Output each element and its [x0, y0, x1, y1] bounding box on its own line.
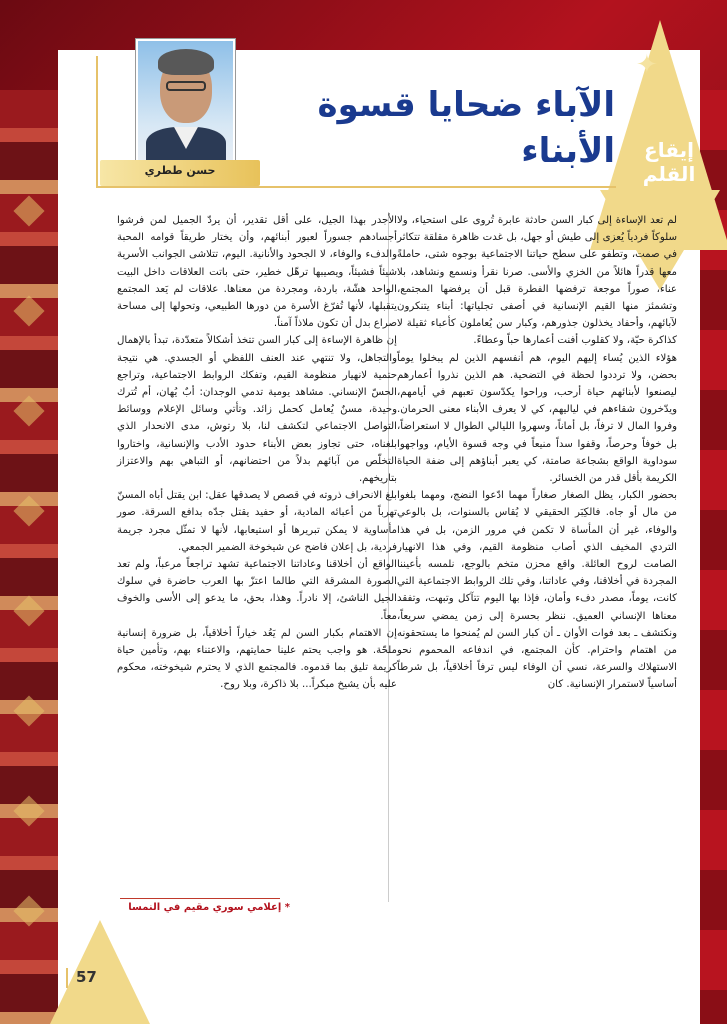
- frame-line: [96, 56, 98, 188]
- page-number: 57: [76, 968, 97, 986]
- article-column-right: [397, 212, 677, 694]
- paragraph: الواقع أن أخلاقنا وعاداتنا الاجتماعية تشهد تراجعاً مرعباً، ولم تعد الصورة المشرقة التي طالما اعتزّ بها العرب حاضرة في سلوك الجيل الناشئ، إلا نادراً. وهذا، بحق، ما يدعو إلى الأسى والخوف معاً.: [117, 559, 397, 622]
- diamond-ornament: [13, 895, 44, 926]
- diamond-ornament: [13, 695, 44, 726]
- paragraph: بحضور الكبار، يظل الصغار صغاراً مهما ادّعوا النضج، ومهما بلغوا من مال أو جاه. فالكِبَر الحقيقي لا يُقاس بالسنوات، بل بالوعي والوفاء، غير أن المأساة لا تكمن في مرور الزمن، بل في هذا التردي المخيف الذي أصاب منظومة القيم، وفي هذا الانهيار الصامت لروح العائلة. واقع محزن متخم بالوجع، نلمسه بأعيننا المجردة في أخلاقنا، وفي عاداتنا، وفي تلك الروابط الاجتماعية التي كانت، يوماً، مصدر دفء وأمان، فإذا بها اليوم تتآكل وتبهت، وتفقد معناها الإنساني العميق. ننظر بحسرة إلى زمن يمضي سريعاً، ونكتشف ـ بعد فوات الأوان ـ أن كبار السن لم يُمنحوا ما يستحقونه من اهتمام واحترام. كأن المجتمع، في اندفاعه المحموم نحو الاستهلاك والسرعة، نسي أن الوفاء ليس ترفاً أخلاقياً، بل شرطاً أساسياً لاستمرار الإنسانية. كان: [397, 490, 677, 691]
- paragraph: بلغ الانحراف ذروته في قصص لا يصدقها عقل: ابن يقتل أباه المسنّ تهرباً من أعبائه المادية، أو حفيد يقتل جدّه بدافع السرقة. صور مأساوية لا يمكن تبريرها أو استيعابها، لأنها لا تمثّل مجرد جريمة فردية، بل إعلان فاضح عن شيخوخة الضمير الجمعي.: [117, 490, 397, 553]
- footnote-rule: [120, 898, 280, 899]
- paragraph: الأجدر بهذا الجيل، على أقل تقدير، أن يردّ الجميل لمن فرشوا أجسادهم جسوراً لعبور أبنائهم، وأن يختار طريقاً قوامه المحبة والدفء والوفاء، لا الجحود والأنانية. اليوم، تتلاشى الجوانب الأسرية شيئاً فشيئاً، ويصيبها ترهّل خطير، حتى باتت العلاقات داخل البيت الواحد هشّة، باردة، ومجردة من معناها. علاقات لم يَعد المجتمع يتقبلها، لأنها تُفرّغ الأسرة من دورها الطبيعي، وتحولها إلى مساحة صراع بدل أن تكون ملاذاً آمناً.: [117, 215, 397, 330]
- diamond-ornament: [13, 295, 44, 326]
- paragraph: لم تعد الإساءة إلى كبار السن حادثة عابرة تُروى على استحياء، ولا سلوكاً فردياً يُعزى إلى طيش أو جهل، بل غدت ظاهرة مقلقة تتكاثر في صمت، وتطفو على سطح حياتنا الاجتماعية بوجوه شتى، حاملةً معها قدراً هائلاً من الخزي والأسى. صرنا نقرأ ونسمع ونشاهد، بلا عناء، صوراً موجعة ترفضها الفطرة قبل أن يرفضها المجتمع، وتشمئز منها القيم الإنسانية في أصفى تجلياتها: أبناء يتنكرون لآبائهم، وأحفاد يخذلون جذورهم، وكبار سن يُعاملون كأعباء ثقيلة لا كذاكرة حيّة، ولا كقلوب أفنت أعمارها حباً وعطاءً.: [397, 215, 677, 347]
- author-portrait: [138, 41, 233, 163]
- diamond-ornament: [13, 795, 44, 826]
- diamond-ornament: [13, 595, 44, 626]
- page-number-bar: [66, 968, 68, 988]
- author-footnote: * إعلامي سوري مقيم في النمسا: [128, 902, 290, 913]
- portrait-hair: [158, 49, 214, 75]
- section-badge-line2: القلم: [642, 162, 696, 186]
- section-badge: [632, 138, 706, 198]
- article-column-left: [117, 212, 397, 694]
- gold-ornament: [50, 920, 150, 1024]
- portrait-glasses: [166, 81, 206, 91]
- paragraph: إن ظاهرة الإساءة إلى كبار السن تتخذ أشكالاً متعدّدة، تبدأ بالإهمال والتجاهل، ولا تنتهي عند العنف اللفظي أو الجسدي. هي نتيجة حتمية لانهيار منظومة القيم، وتفكك الروابط الاجتماعية، وتراجع الحسّ الإنساني. مشاهد يومية تدمي الوجدان: أبٌ يُهان، أم تُترك وحيدة، مسنٌ يُعامل كحمل زائد. وتأتي وسائل الإعلام ووسائط التواصل الاجتماعي لتكشف لنا، بلا رتوش، مدى الانحدار الذي بلغناه، حتى تجاوز بعض الأبناء حدود الأدب والإنسانية، واختاروا التخلّص من آبائهم بدلاً من احتضانهم، أو التباهي بهم والاعتزاز بتاريخهم.: [117, 335, 397, 485]
- sparkle-icon: ✦: [636, 50, 658, 80]
- paragraph: هؤلاء الذين يُساء إليهم اليوم، هم أنفسهم الذين لم يبخلوا يوماً بحضن، ولا ترددوا لحظة في التضحية. هم الذين نذروا أعمارهم ليصنعوا لأبنائهم حياة أرحب، وراحوا يكدّسون تعبهم في أيامهم، ويدّخرون شقاءهم في لياليهم، كي لا يعرف الأبناء معنى الحرمان. وفروا المال لا ترفاً، بل أماناً، وسهروا الليالي الطوال لا استعراضاً، بل خوفاً وحرصاً، وقفوا سداً منيعاً في وجه قسوة الأيام، وواجهوا سوداوية الواقع بشجاعة صامتة، كي يعبر أبناؤهم إلى ضفة الحياة الكريمة بأقل قدر من الخسائر.: [397, 352, 677, 485]
- paragraph: إن الاهتمام بكبار السن لم يَعُد خياراً أخلاقياً، بل ضرورة إنسانية ملحّة. هو واجب يحتم علينا حمايتهم، والاعتناء بهم، وتأمين حياة كريمة تليق بما قدموه. فالمجتمع الذي لا يحترم شيخوخته، محكوم عليه بأن يشيخ مبكراً... بلا ذاكرة، وبلا روح.: [117, 627, 397, 691]
- decorative-left-strip: [0, 90, 60, 1024]
- article-title: الآباء ضحايا قسوة الأبناء: [317, 85, 615, 171]
- frame-line: [96, 186, 616, 188]
- diamond-ornament: [13, 495, 44, 526]
- section-badge-line1: إيقاع: [644, 138, 694, 162]
- author-photo: [135, 38, 236, 166]
- author-name: حسن ططري: [144, 164, 216, 177]
- diamond-ornament: [13, 195, 44, 226]
- diamond-ornament: [13, 395, 44, 426]
